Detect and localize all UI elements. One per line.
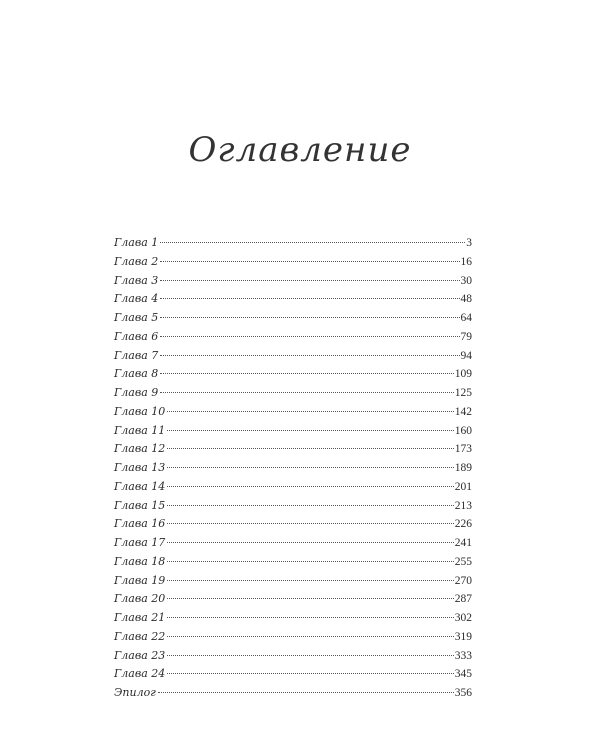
- toc-entry[interactable]: [114, 403, 472, 422]
- toc-entry-page-number: 16: [460, 255, 472, 268]
- toc-entry-page-number: 333: [454, 649, 472, 662]
- dot-leader: [167, 655, 453, 656]
- toc-entry-page-number: 79: [460, 330, 472, 343]
- toc-entry-label: Глава 2: [114, 254, 159, 268]
- dot-leader: [167, 561, 453, 562]
- toc-entry-label: Глава 12: [114, 442, 166, 456]
- toc-entry[interactable]: [114, 628, 472, 647]
- toc-entry-label: Глава 11: [114, 423, 166, 437]
- toc-entry-page-number: 3: [466, 237, 472, 249]
- dot-leader: [167, 617, 453, 618]
- toc-entry-page-number: 201: [454, 480, 472, 493]
- toc-entry-page-number: 109: [454, 368, 472, 381]
- toc-entry-page-number: 125: [454, 387, 472, 399]
- toc-entry[interactable]: [114, 347, 472, 366]
- dot-leader: [167, 411, 453, 412]
- dot-leader: [160, 298, 459, 299]
- toc-entry-label: Глава 7: [114, 348, 159, 362]
- dot-leader: [160, 280, 459, 281]
- dot-leader: [160, 373, 453, 374]
- dot-leader: [167, 636, 453, 637]
- toc-entry-page-number: 270: [454, 574, 472, 587]
- toc-entry[interactable]: [114, 572, 472, 591]
- toc-entry-page-number: 48: [460, 293, 472, 306]
- dot-leader: [160, 336, 459, 337]
- toc-entry-label: Глава 1: [114, 236, 159, 249]
- toc-entry-label: Глава 3: [114, 273, 159, 287]
- toc-entry-label: Глава 10: [114, 404, 166, 418]
- toc-entry[interactable]: [114, 459, 472, 478]
- toc-entry[interactable]: [114, 328, 472, 347]
- toc-entry[interactable]: [114, 665, 472, 684]
- toc-entry[interactable]: [114, 684, 472, 703]
- toc-entry[interactable]: [114, 272, 472, 291]
- toc-entry[interactable]: [114, 497, 472, 516]
- toc-entry[interactable]: [114, 515, 472, 534]
- toc-entry[interactable]: [114, 553, 472, 572]
- toc-entry-page-number: 255: [454, 555, 472, 568]
- toc-entry-page-number: 287: [454, 593, 472, 606]
- toc-entry[interactable]: [114, 534, 472, 553]
- dot-leader: [167, 486, 453, 487]
- dot-leader: [160, 261, 459, 262]
- toc-entry-label: Глава 23: [114, 648, 166, 662]
- dot-leader: [167, 448, 453, 449]
- toc-entry-label: Глава 13: [114, 461, 166, 474]
- toc-entry-label: Глава 14: [114, 479, 166, 493]
- toc-entry[interactable]: [114, 440, 472, 459]
- toc-entry-page-number: 189: [454, 462, 472, 474]
- toc-entry-label: Глава 4: [114, 292, 159, 306]
- dot-leader: [167, 542, 453, 543]
- dot-leader: [160, 317, 459, 318]
- toc-entry-label: Глава 8: [114, 367, 159, 381]
- toc-entry-label: Глава 15: [114, 498, 166, 512]
- toc-entry-label: Глава 16: [114, 517, 166, 531]
- toc-entry-label: Глава 20: [114, 592, 166, 606]
- toc-entry-page-number: 302: [454, 612, 472, 624]
- toc-entry-label: Глава 24: [114, 667, 166, 681]
- page-title: Оглавление: [188, 130, 412, 170]
- toc-entry[interactable]: [114, 609, 472, 628]
- toc-entry-label: Глава 9: [114, 386, 159, 399]
- dot-leader: [160, 392, 453, 393]
- dot-leader: [167, 523, 453, 524]
- dot-leader: [158, 692, 454, 693]
- table-of-contents: [114, 234, 472, 703]
- toc-entry-page-number: 226: [454, 518, 472, 531]
- dot-leader: [160, 242, 465, 243]
- toc-entry[interactable]: [114, 647, 472, 666]
- dot-leader: [167, 505, 453, 506]
- toc-entry-label: Глава 22: [114, 629, 166, 643]
- dot-leader: [167, 467, 453, 468]
- toc-entry-page-number: 160: [454, 424, 472, 437]
- toc-entry-label: Глава 21: [114, 611, 166, 624]
- toc-entry[interactable]: [114, 478, 472, 497]
- toc-entry[interactable]: [114, 590, 472, 609]
- toc-entry[interactable]: [114, 422, 472, 441]
- toc-entry-page-number: 213: [454, 499, 472, 512]
- toc-entry[interactable]: [114, 290, 472, 309]
- toc-entry[interactable]: [114, 253, 472, 272]
- toc-entry[interactable]: [114, 234, 472, 253]
- toc-entry-label: Глава 19: [114, 573, 166, 587]
- toc-entry-page-number: 30: [460, 274, 472, 287]
- dot-leader: [167, 580, 453, 581]
- toc-entry-page-number: 64: [460, 312, 472, 324]
- toc-entry-label: Глава 18: [114, 554, 166, 568]
- toc-entry[interactable]: [114, 365, 472, 384]
- dot-leader: [160, 355, 459, 356]
- toc-entry-page-number: 241: [454, 537, 472, 549]
- toc-entry-label: Глава 17: [114, 536, 166, 549]
- dot-leader: [167, 673, 453, 674]
- toc-entry[interactable]: [114, 384, 472, 403]
- toc-entry-page-number: 345: [454, 668, 472, 681]
- toc-entry-page-number: 94: [460, 349, 472, 362]
- toc-entry[interactable]: [114, 309, 472, 328]
- toc-entry-label: Глава 6: [114, 329, 159, 343]
- toc-entry-page-number: 173: [454, 443, 472, 456]
- toc-entry-page-number: 319: [454, 630, 472, 643]
- dot-leader: [167, 430, 453, 431]
- toc-entry-page-number: 142: [454, 405, 472, 418]
- toc-entry-label: Глава 5: [114, 311, 159, 324]
- toc-entry-label: Эпилог: [114, 686, 156, 699]
- dot-leader: [167, 598, 453, 599]
- toc-entry-page-number: 356: [454, 687, 472, 699]
